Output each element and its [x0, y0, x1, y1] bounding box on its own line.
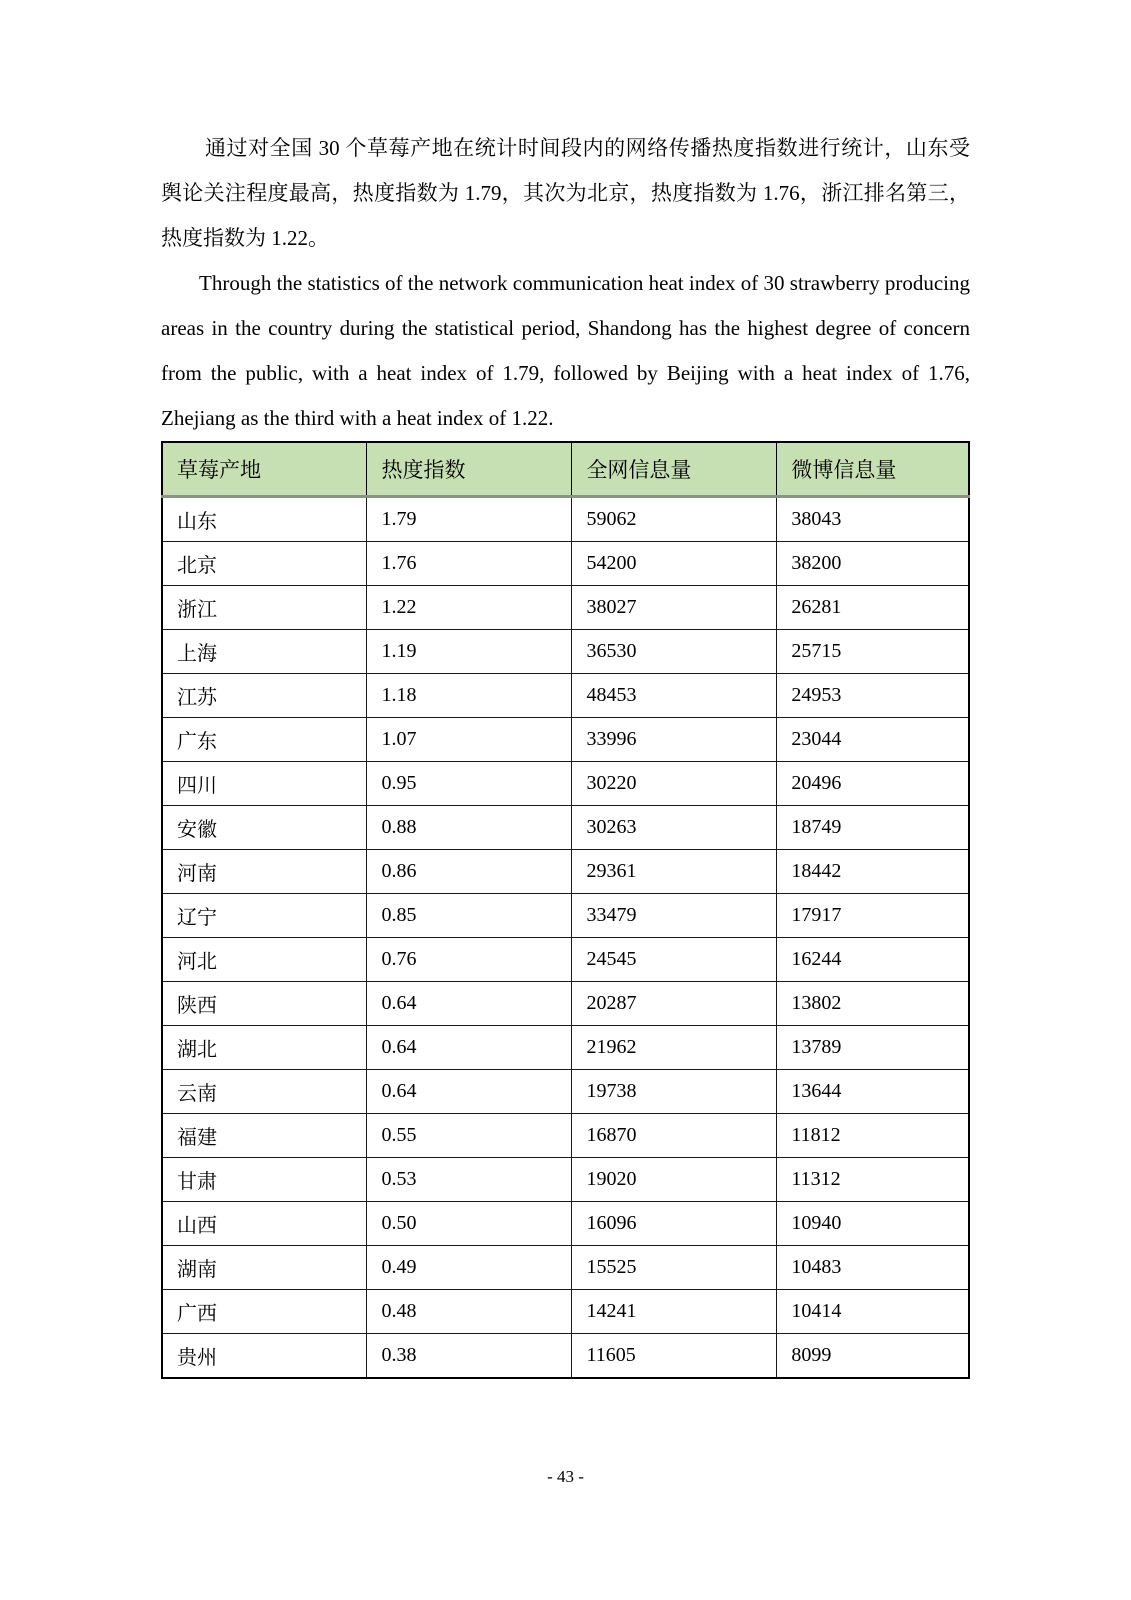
heat-index-table: [161, 441, 970, 1379]
cell-heat-index: 0.88: [367, 806, 572, 850]
table-row: [162, 542, 969, 586]
cell-weibo-info: 17917: [777, 894, 969, 938]
cell-area: 山西: [162, 1202, 367, 1246]
cell-weibo-info: 18442: [777, 850, 969, 894]
cell-total-network-info: 33996: [572, 718, 777, 762]
cell-total-network-info: 20287: [572, 982, 777, 1026]
cell-weibo-info: 24953: [777, 674, 969, 718]
cell-area: 安徽: [162, 806, 367, 850]
header-strawberry-area: 草莓产地: [162, 442, 367, 497]
cell-area: 贵州: [162, 1334, 367, 1379]
cell-total-network-info: 21962: [572, 1026, 777, 1070]
cell-total-network-info: 16096: [572, 1202, 777, 1246]
cell-weibo-info: 38200: [777, 542, 969, 586]
cell-weibo-info: 25715: [777, 630, 969, 674]
table-row: [162, 1070, 969, 1114]
cell-heat-index: 1.22: [367, 586, 572, 630]
cell-weibo-info: 13644: [777, 1070, 969, 1114]
cell-weibo-info: 38043: [777, 497, 969, 542]
paragraph-english: Through the statistics of the network communication heat index of 30 strawberry producing areas in the country during the statistical period, Shandong has the highest degree of concern from the public, with a heat index of 1.79, followed by Beijing with a heat index of 1.76, Zhejiang as the third with a heat index of 1.22.: [161, 271, 970, 430]
table-row: [162, 674, 969, 718]
table-row: [162, 1026, 969, 1070]
cell-heat-index: 0.64: [367, 982, 572, 1026]
cell-weibo-info: 23044: [777, 718, 969, 762]
cell-heat-index: 0.64: [367, 1070, 572, 1114]
table-row: [162, 1114, 969, 1158]
cell-area: 湖北: [162, 1026, 367, 1070]
cell-total-network-info: 30220: [572, 762, 777, 806]
cell-heat-index: 0.53: [367, 1158, 572, 1202]
cell-area: 湖南: [162, 1246, 367, 1290]
cell-heat-index: 1.19: [367, 630, 572, 674]
cell-area: 广西: [162, 1290, 367, 1334]
page-number: - 43 -: [547, 1467, 584, 1486]
header-weibo-info: 微博信息量: [777, 442, 969, 497]
cell-area: 广东: [162, 718, 367, 762]
table-row: [162, 1290, 969, 1334]
cell-area: 江苏: [162, 674, 367, 718]
cell-area: 四川: [162, 762, 367, 806]
cell-weibo-info: 20496: [777, 762, 969, 806]
cell-heat-index: 0.85: [367, 894, 572, 938]
table-row: [162, 1158, 969, 1202]
cell-heat-index: 1.79: [367, 497, 572, 542]
cell-heat-index: 0.86: [367, 850, 572, 894]
cell-weibo-info: 11312: [777, 1158, 969, 1202]
table-body: [162, 497, 969, 1379]
cell-area: 陕西: [162, 982, 367, 1026]
cell-heat-index: 0.95: [367, 762, 572, 806]
table-row: [162, 806, 969, 850]
cell-area: 河南: [162, 850, 367, 894]
cell-total-network-info: 14241: [572, 1290, 777, 1334]
cell-total-network-info: 11605: [572, 1334, 777, 1379]
cell-weibo-info: 10940: [777, 1202, 969, 1246]
cell-heat-index: 1.76: [367, 542, 572, 586]
table-row: [162, 982, 969, 1026]
table-row: [162, 718, 969, 762]
cell-weibo-info: 16244: [777, 938, 969, 982]
cell-area: 河北: [162, 938, 367, 982]
cell-total-network-info: 54200: [572, 542, 777, 586]
cell-heat-index: 0.50: [367, 1202, 572, 1246]
cell-area: 福建: [162, 1114, 367, 1158]
cell-heat-index: 0.49: [367, 1246, 572, 1290]
cell-weibo-info: 11812: [777, 1114, 969, 1158]
cell-area: 北京: [162, 542, 367, 586]
cell-heat-index: 0.38: [367, 1334, 572, 1379]
cell-weibo-info: 18749: [777, 806, 969, 850]
cell-heat-index: 0.76: [367, 938, 572, 982]
cell-area: 上海: [162, 630, 367, 674]
paragraph-chinese: 通过对全国 30 个草莓产地在统计时间段内的网络传播热度指数进行统计，山东受舆论关注程度最高，热度指数为 1.79，其次为北京，热度指数为 1.76，浙江排名第三，热度指数为 1.22。: [161, 136, 970, 250]
cell-total-network-info: 29361: [572, 850, 777, 894]
cell-total-network-info: 33479: [572, 894, 777, 938]
cell-heat-index: 0.64: [367, 1026, 572, 1070]
table-row: [162, 1334, 969, 1379]
cell-total-network-info: 19020: [572, 1158, 777, 1202]
cell-area: 甘肃: [162, 1158, 367, 1202]
cell-heat-index: 1.18: [367, 674, 572, 718]
cell-area: 辽宁: [162, 894, 367, 938]
cell-total-network-info: 19738: [572, 1070, 777, 1114]
table-row: [162, 894, 969, 938]
cell-heat-index: 0.48: [367, 1290, 572, 1334]
cell-weibo-info: 13802: [777, 982, 969, 1026]
table-row: [162, 630, 969, 674]
table-row: [162, 497, 969, 542]
cell-weibo-info: 10483: [777, 1246, 969, 1290]
header-heat-index: 热度指数: [367, 442, 572, 497]
cell-area: 云南: [162, 1070, 367, 1114]
table-row: [162, 762, 969, 806]
cell-total-network-info: 59062: [572, 497, 777, 542]
table-row: [162, 850, 969, 894]
cell-weibo-info: 13789: [777, 1026, 969, 1070]
cell-weibo-info: 8099: [777, 1334, 969, 1379]
cell-total-network-info: 30263: [572, 806, 777, 850]
table-header-row: [162, 442, 969, 497]
cell-total-network-info: 36530: [572, 630, 777, 674]
table-row: [162, 1246, 969, 1290]
cell-total-network-info: 15525: [572, 1246, 777, 1290]
cell-total-network-info: 38027: [572, 586, 777, 630]
cell-weibo-info: 26281: [777, 586, 969, 630]
table-row: [162, 1202, 969, 1246]
table-row: [162, 586, 969, 630]
cell-total-network-info: 24545: [572, 938, 777, 982]
cell-total-network-info: 48453: [572, 674, 777, 718]
cell-total-network-info: 16870: [572, 1114, 777, 1158]
cell-area: 浙江: [162, 586, 367, 630]
cell-heat-index: 0.55: [367, 1114, 572, 1158]
cell-weibo-info: 10414: [777, 1290, 969, 1334]
table-row: [162, 938, 969, 982]
cell-area: 山东: [162, 497, 367, 542]
cell-heat-index: 1.07: [367, 718, 572, 762]
header-total-network-info: 全网信息量: [572, 442, 777, 497]
